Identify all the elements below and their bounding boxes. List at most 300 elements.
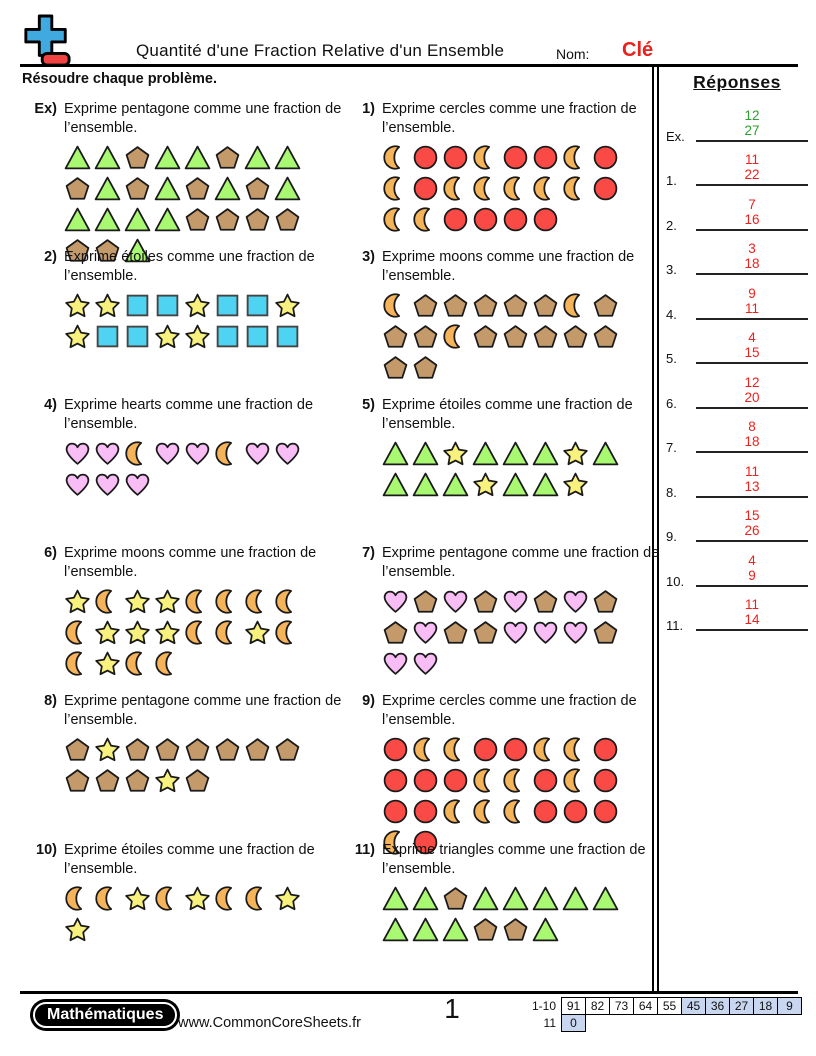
- problem-5: [348, 396, 660, 502]
- problem-9: [348, 692, 660, 860]
- pentagon-icon: [442, 619, 469, 646]
- score-row: [524, 997, 802, 1015]
- answer-fraction: [696, 553, 808, 585]
- fraction-denominator: 26: [744, 523, 760, 538]
- plus-logo-icon: [22, 13, 72, 69]
- answer-label: 6.: [666, 395, 677, 411]
- problem-number: 8): [44, 693, 57, 709]
- answer-fraction: [696, 330, 808, 362]
- pentagon-icon: [184, 736, 211, 763]
- shape-row: [382, 471, 660, 498]
- star-icon: [562, 471, 589, 498]
- moon-icon: [94, 885, 121, 912]
- answer-label: 8.: [666, 484, 677, 500]
- pentagon-icon: [382, 354, 409, 381]
- moon-icon: [502, 767, 529, 794]
- circle-icon: [532, 767, 559, 794]
- moon-icon: [562, 767, 589, 794]
- answer-label: Ex.: [666, 128, 685, 144]
- pentagon-icon: [472, 292, 499, 319]
- score-cell: 18: [753, 997, 778, 1015]
- moon-icon: [382, 144, 409, 171]
- problem-number: 10): [36, 842, 57, 858]
- circle-icon: [532, 798, 559, 825]
- circle-icon: [472, 206, 499, 233]
- triangle-icon: [592, 440, 619, 467]
- circle-icon: [592, 767, 619, 794]
- answer-fraction: [696, 286, 808, 318]
- star-icon: [274, 885, 301, 912]
- problem-text: Exprime hearts comme une fraction de l’ensemble.: [64, 397, 314, 432]
- answer-blank-line: [696, 184, 808, 186]
- answer-label: 1.: [666, 173, 677, 188]
- shape-row: [64, 619, 342, 646]
- pentagon-icon: [124, 144, 151, 171]
- star-icon: [154, 323, 181, 350]
- moon-icon: [244, 588, 271, 615]
- star-icon: [154, 619, 181, 646]
- moon-icon: [472, 175, 499, 202]
- fraction-numerator: 12: [744, 107, 760, 123]
- answer-item-9: [666, 502, 812, 547]
- star-icon: [154, 767, 181, 794]
- moon-icon: [214, 440, 241, 467]
- problem-10: [30, 841, 342, 947]
- problem-text: Exprime étoiles comme une fraction de l’ensemble.: [64, 842, 315, 877]
- answer-item-ex: [666, 101, 812, 146]
- answer-fraction: [696, 597, 808, 629]
- square-icon: [214, 292, 241, 319]
- moon-icon: [214, 588, 241, 615]
- square-icon: [94, 323, 121, 350]
- star-icon: [94, 650, 121, 677]
- fraction-numerator: 3: [748, 241, 756, 256]
- answer-blank-line: [696, 140, 808, 142]
- heart-icon: [184, 440, 211, 467]
- shape-row: [382, 650, 660, 677]
- moon-icon: [442, 323, 469, 350]
- score-cell: 27: [729, 997, 754, 1015]
- fraction-denominator: 20: [744, 389, 760, 405]
- heart-icon: [562, 619, 589, 646]
- star-icon: [124, 885, 151, 912]
- shape-row: [64, 767, 342, 794]
- star-icon: [94, 619, 121, 646]
- triangle-icon: [382, 916, 409, 943]
- fraction-denominator: 16: [744, 211, 760, 227]
- star-icon: [184, 885, 211, 912]
- star-icon: [64, 323, 91, 350]
- name-value: Clé: [622, 39, 654, 61]
- shape-row: [382, 767, 660, 794]
- triangle-icon: [382, 471, 409, 498]
- triangle-icon: [562, 885, 589, 912]
- problem-text: Exprime cercles comme une fraction de l’ensemble.: [382, 101, 637, 136]
- problem-number: 5): [362, 397, 375, 413]
- pentagon-icon: [244, 206, 271, 233]
- shape-row: [382, 175, 660, 202]
- triangle-icon: [244, 144, 271, 171]
- fraction-numerator: 9: [748, 285, 756, 301]
- answer-fraction: [696, 375, 808, 407]
- answer-item-1: [666, 146, 812, 191]
- moon-icon: [562, 292, 589, 319]
- fraction-numerator: 8: [748, 419, 756, 434]
- star-icon: [562, 440, 589, 467]
- heart-icon: [502, 619, 529, 646]
- star-icon: [442, 440, 469, 467]
- pentagon-icon: [472, 588, 499, 615]
- triangle-icon: [94, 175, 121, 202]
- moon-icon: [64, 650, 91, 677]
- moon-icon: [502, 798, 529, 825]
- fraction-numerator: 11: [744, 463, 759, 479]
- pentagon-icon: [562, 323, 589, 350]
- triangle-icon: [412, 440, 439, 467]
- star-icon: [154, 588, 181, 615]
- score-row-label: 11: [543, 1016, 556, 1030]
- problem-number: 2): [44, 249, 57, 265]
- answer-label: 11.: [666, 618, 684, 633]
- problem-text: Exprime triangles comme une fraction de l’ensemble.: [382, 842, 646, 877]
- triangle-icon: [184, 144, 211, 171]
- fraction-numerator: 7: [748, 196, 756, 212]
- triangle-icon: [502, 440, 529, 467]
- pentagon-icon: [592, 619, 619, 646]
- triangle-icon: [442, 471, 469, 498]
- pentagon-icon: [412, 292, 439, 319]
- circle-icon: [592, 798, 619, 825]
- pentagon-icon: [244, 736, 271, 763]
- triangle-icon: [472, 440, 499, 467]
- triangle-icon: [442, 916, 469, 943]
- instruction-text: Résoudre chaque problème.: [22, 71, 217, 87]
- fraction-numerator: 4: [748, 552, 756, 568]
- pentagon-icon: [502, 916, 529, 943]
- triangle-icon: [94, 144, 121, 171]
- answer-item-3: [666, 235, 812, 280]
- moon-icon: [214, 619, 241, 646]
- pentagon-icon: [64, 767, 91, 794]
- moon-icon: [184, 619, 211, 646]
- answer-blank-line: [696, 540, 808, 542]
- shape-row: [382, 736, 660, 763]
- problem-text: Exprime étoiles comme une fraction de l’ensemble.: [64, 249, 315, 284]
- problem-8: [30, 692, 342, 798]
- moon-icon: [154, 885, 181, 912]
- problem-6: [30, 544, 342, 681]
- answer-label: 9.: [666, 529, 677, 544]
- star-icon: [94, 736, 121, 763]
- problem-7: [348, 544, 660, 681]
- answer-item-10: [666, 546, 812, 591]
- answer-blank-line: [696, 451, 808, 453]
- fraction-denominator: 15: [744, 345, 760, 360]
- problem-text: Exprime moons comme une fraction de l’ensemble.: [382, 249, 635, 284]
- problem-number: 6): [44, 545, 57, 561]
- heart-icon: [94, 440, 121, 467]
- triangle-icon: [412, 471, 439, 498]
- triangle-icon: [382, 885, 409, 912]
- triangle-icon: [274, 144, 301, 171]
- pentagon-icon: [502, 323, 529, 350]
- pentagon-icon: [412, 588, 439, 615]
- triangle-icon: [502, 885, 529, 912]
- star-icon: [472, 471, 499, 498]
- heart-icon: [562, 588, 589, 615]
- star-icon: [94, 292, 121, 319]
- shape-row: [64, 144, 342, 171]
- shape-row: [382, 206, 660, 233]
- pentagon-icon: [502, 292, 529, 319]
- answer-label: 10.: [666, 573, 685, 589]
- name-label: Nom:: [556, 46, 590, 62]
- shape-row: [64, 736, 342, 763]
- triangle-icon: [412, 916, 439, 943]
- pentagon-icon: [124, 736, 151, 763]
- triangle-icon: [532, 440, 559, 467]
- shape-row: [382, 619, 660, 646]
- triangle-icon: [154, 206, 181, 233]
- problem-number: 1): [362, 101, 375, 117]
- square-icon: [154, 292, 181, 319]
- footer-divider: [20, 991, 798, 994]
- moon-icon: [442, 798, 469, 825]
- problem-text: Exprime pentagone comme une fraction de l’ensemble.: [64, 693, 342, 728]
- pentagon-icon: [124, 175, 151, 202]
- shape-row: [382, 885, 660, 912]
- problem-text: Exprime étoiles comme une fraction de l’ensemble.: [382, 397, 633, 432]
- circle-icon: [592, 736, 619, 763]
- answer-label: 4.: [666, 306, 677, 322]
- score-row: [524, 1014, 802, 1032]
- moon-icon: [274, 619, 301, 646]
- star-icon: [124, 619, 151, 646]
- square-icon: [244, 323, 271, 350]
- pentagon-icon: [592, 588, 619, 615]
- heart-icon: [442, 588, 469, 615]
- problem-number: 9): [362, 693, 375, 709]
- circle-icon: [382, 767, 409, 794]
- triangle-icon: [592, 885, 619, 912]
- triangle-icon: [532, 916, 559, 943]
- answer-blank-line: [696, 585, 808, 587]
- triangle-icon: [64, 206, 91, 233]
- fraction-numerator: 4: [748, 330, 756, 345]
- circle-icon: [412, 144, 439, 171]
- answer-item-4: [666, 279, 812, 324]
- square-icon: [274, 323, 301, 350]
- pentagon-icon: [532, 323, 559, 350]
- score-row-label: 1-10: [531, 999, 556, 1013]
- triangle-icon: [94, 206, 121, 233]
- star-icon: [184, 323, 211, 350]
- moon-icon: [382, 292, 409, 319]
- moon-icon: [412, 206, 439, 233]
- answer-item-8: [666, 457, 812, 502]
- shape-row: [382, 798, 660, 825]
- moon-icon: [244, 885, 271, 912]
- pentagon-icon: [472, 916, 499, 943]
- square-icon: [244, 292, 271, 319]
- shape-row: [382, 440, 660, 467]
- heart-icon: [412, 619, 439, 646]
- pentagon-icon: [442, 292, 469, 319]
- circle-icon: [592, 144, 619, 171]
- problem-1: [348, 100, 660, 237]
- fraction-denominator: 11: [744, 300, 759, 316]
- moon-icon: [442, 736, 469, 763]
- circle-icon: [472, 736, 499, 763]
- circle-icon: [382, 736, 409, 763]
- moon-icon: [64, 885, 91, 912]
- fraction-denominator: 9: [748, 567, 756, 583]
- star-icon: [184, 292, 211, 319]
- heart-icon: [94, 471, 121, 498]
- circle-icon: [382, 798, 409, 825]
- problem-text: Exprime pentagone comme une fraction de l’ensemble.: [64, 101, 342, 136]
- circle-icon: [532, 144, 559, 171]
- score-cell: 45: [681, 997, 706, 1015]
- star-icon: [64, 916, 91, 943]
- moon-icon: [124, 650, 151, 677]
- pentagon-icon: [412, 323, 439, 350]
- answer-item-5: [666, 324, 812, 369]
- answer-fraction: [696, 464, 808, 496]
- shape-row: [382, 323, 660, 350]
- answer-fraction: [696, 419, 808, 451]
- fraction-denominator: 18: [744, 256, 760, 271]
- pentagon-icon: [154, 736, 181, 763]
- page-number: 1: [444, 993, 460, 1024]
- moon-icon: [562, 175, 589, 202]
- pentagon-icon: [592, 323, 619, 350]
- moon-icon: [382, 206, 409, 233]
- score-cell: 36: [705, 997, 730, 1015]
- answer-blank-line: [696, 407, 808, 409]
- problem-text: Exprime pentagone comme une fraction de l’ensemble.: [382, 545, 660, 580]
- triangle-icon: [412, 885, 439, 912]
- fraction-numerator: 12: [744, 374, 760, 390]
- answer-blank-line: [696, 318, 808, 320]
- fraction-denominator: 27: [744, 122, 760, 138]
- moon-icon: [214, 885, 241, 912]
- star-icon: [274, 292, 301, 319]
- answer-item-6: [666, 368, 812, 413]
- page-title: Quantité d'une Fraction Relative d'un Ensemble: [136, 41, 505, 60]
- pentagon-icon: [412, 354, 439, 381]
- circle-icon: [442, 767, 469, 794]
- pentagon-icon: [94, 767, 121, 794]
- circle-icon: [502, 736, 529, 763]
- answer-fraction: [696, 508, 808, 540]
- score-cell: 73: [609, 997, 634, 1015]
- answer-item-2: [666, 190, 812, 235]
- problem-2: [30, 248, 342, 354]
- answers-list: [666, 101, 812, 635]
- fraction-denominator: 18: [744, 434, 760, 449]
- pentagon-icon: [382, 619, 409, 646]
- pentagon-icon: [274, 206, 301, 233]
- circle-icon: [502, 206, 529, 233]
- score-table: [524, 997, 802, 1032]
- moon-icon: [472, 798, 499, 825]
- pentagon-icon: [244, 175, 271, 202]
- problem-number: 4): [44, 397, 57, 413]
- pentagon-icon: [184, 767, 211, 794]
- square-icon: [124, 292, 151, 319]
- answer-label: 7.: [666, 440, 677, 455]
- triangle-icon: [472, 885, 499, 912]
- pentagon-icon: [214, 736, 241, 763]
- circle-icon: [532, 206, 559, 233]
- moon-icon: [184, 588, 211, 615]
- answers-heading: Réponses: [693, 72, 781, 92]
- circle-icon: [442, 144, 469, 171]
- heart-icon: [532, 619, 559, 646]
- score-cell: 82: [585, 997, 610, 1015]
- star-icon: [124, 588, 151, 615]
- circle-icon: [412, 767, 439, 794]
- answer-fraction: [696, 197, 808, 229]
- pentagon-icon: [382, 323, 409, 350]
- heart-icon: [382, 650, 409, 677]
- square-icon: [124, 323, 151, 350]
- problem-number: 11): [354, 842, 375, 858]
- triangle-icon: [532, 885, 559, 912]
- shape-row: [382, 916, 660, 943]
- star-icon: [64, 292, 91, 319]
- shape-row: [382, 354, 660, 381]
- shape-row: [382, 144, 660, 171]
- problem-4: [30, 396, 342, 502]
- pentagon-icon: [472, 619, 499, 646]
- answer-blank-line: [696, 629, 808, 631]
- shape-row: [64, 916, 342, 943]
- moon-icon: [472, 144, 499, 171]
- moon-icon: [532, 175, 559, 202]
- heart-icon: [274, 440, 301, 467]
- answer-label: 5.: [666, 351, 677, 366]
- moon-icon: [442, 175, 469, 202]
- heart-icon: [502, 588, 529, 615]
- triangle-icon: [64, 144, 91, 171]
- moon-icon: [94, 588, 121, 615]
- shape-row: [64, 175, 342, 202]
- problem-number: Ex): [34, 101, 57, 117]
- shape-row: [64, 323, 342, 350]
- score-cell: 0: [561, 1014, 586, 1032]
- subject-badge: [30, 999, 180, 1031]
- shape-row: [382, 292, 660, 319]
- pentagon-icon: [274, 736, 301, 763]
- fraction-denominator: 22: [744, 167, 760, 182]
- problem-ex: [30, 100, 342, 268]
- moon-icon: [472, 767, 499, 794]
- answer-fraction: [696, 108, 808, 140]
- heart-icon: [124, 471, 151, 498]
- triangle-icon: [532, 471, 559, 498]
- website-text: www.CommonCoreSheets.fr: [178, 1015, 361, 1031]
- problem-number: 7): [362, 545, 375, 561]
- star-icon: [64, 588, 91, 615]
- shape-row: [64, 885, 342, 912]
- moon-icon: [274, 588, 301, 615]
- answer-label: 2.: [666, 217, 677, 233]
- shape-row: [64, 206, 342, 233]
- shape-row: [382, 588, 660, 615]
- circle-icon: [502, 144, 529, 171]
